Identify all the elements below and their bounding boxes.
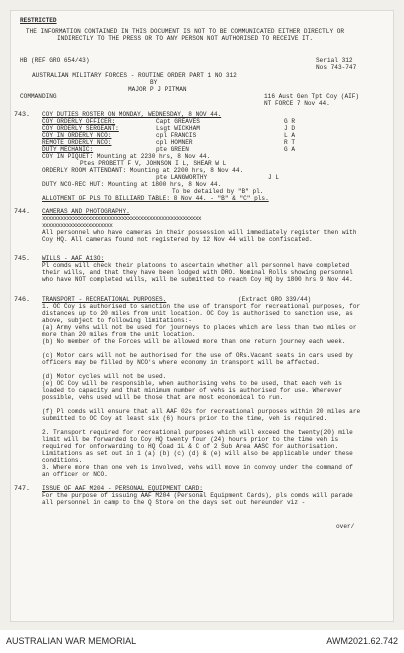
struck-out-line: xxxxxxxxxxxxxxxxxxxxxxxxxxxxxxxxxxxxxxxxxxxxxxxxxxxx bbox=[42, 215, 201, 222]
duty-label-2: COY IN ORDERLY NCO: bbox=[42, 132, 112, 139]
para-746-d: (d) Motor cycles will not be used. bbox=[42, 373, 167, 380]
para-746-p1: 1. OC Coy is authorised to sanction the use of transport for recreational purposes, for distances up to 20 miles from unit location. OC Coy is authorised to sanction use, as above, subject to following limitations:- bbox=[42, 303, 361, 324]
duty-label-0: COY ORDERLY OFFICER: bbox=[42, 118, 116, 125]
para-number-744: 744. bbox=[14, 208, 31, 216]
author: MAJOR P J PITMAN bbox=[128, 86, 187, 93]
para-747-text: For the purpose of issuing AAF M204 (Personal Equipment Cards), pls comds will parade all personnel in camp to the Q Store on the days set out hereunder viz - bbox=[42, 492, 353, 506]
billiard-allotment: ALLOTMENT OF PLS TO BILLIARD TABLE: 8 Nov 44. - "B" & "C" pls. bbox=[42, 195, 269, 202]
picquet-line: COY IN PIQUET: Mounting at 2230 hrs, 8 Nov 44. bbox=[42, 153, 211, 160]
duty-value-2: cpl FRANCIS bbox=[156, 132, 197, 139]
reference: HB (REF GRO 654/43) bbox=[20, 57, 90, 64]
duty-label-4: DUTY MECHANIC: bbox=[42, 146, 94, 153]
duty-value-3: cpl HOMNER bbox=[156, 139, 193, 146]
para-746-e: (e) OC Coy will be responsible, when authorising vehs to be used, that each veh is loaded to capacity and that minimum number of vehs is authorised for use. Wherever possible, vehs used will be those that are most economical to run. bbox=[42, 380, 342, 401]
security-warning: THE INFORMATION CONTAINED IN THIS DOCUMENT IS NOT TO BE COMMUNICATED EITHER DIRECTLY OR INDIRECTLY TO THE PRESS OR TO ANY PERSON NOT AUTHORISED TO RECEIVE IT. bbox=[25, 28, 345, 42]
nco-rec-hut-line: DUTY NCO-REC HUT: Mounting at 1800 hrs, 8 Nov 44. bbox=[42, 181, 222, 188]
duty-label-1: COY ORDERLY SERGEANT: bbox=[42, 125, 119, 132]
orderly-room-line: ORDERLY ROOM ATTENDANT: Mounting at 2200 hrs, 8 Nov 44. bbox=[42, 167, 244, 174]
orderly-room-code: J L bbox=[268, 174, 279, 181]
picquet-names: Ptes PROBETT F V, JOHNSON I L, SHEAR W L bbox=[80, 160, 227, 167]
routine-order-document bbox=[14, 17, 386, 614]
para-746-c: (c) Motor cars will not be authorised for the use of ORs.Vacant seats in cars used by officers may be filled by NCO's where economy in transport will be affected. bbox=[42, 352, 353, 366]
duty-value-0: Capt GREAVES bbox=[156, 118, 200, 125]
para-744-title: CAMERAS AND PHOTOGRAPHY. bbox=[42, 208, 130, 215]
serial-number: Serial 312 bbox=[316, 57, 353, 64]
para-746-b: (b) No member of the Forces will be allowed more than one return journey each week. bbox=[42, 338, 346, 345]
duty-code-3: R T bbox=[284, 139, 295, 146]
struck-out-line-2: xxxxxxxxxxxxxxxxxxxxxxx bbox=[42, 222, 113, 229]
orderly-room-name: pte LANGWORTHY bbox=[156, 174, 208, 181]
nco-rec-hut-detail: To be detailed by "B" pl. bbox=[172, 188, 264, 195]
duty-code-2: L A bbox=[284, 132, 295, 139]
para-743-title: COY DUTIES ROSTER ON MONDAY, WEDNESDAY, 8 NOV 44. bbox=[42, 111, 222, 118]
duty-label-3: REMOTE ORDERLY NCO: bbox=[42, 139, 112, 146]
archive-name: AUSTRALIAN WAR MEMORIAL bbox=[6, 636, 137, 646]
duty-value-4: pte GREEN bbox=[156, 146, 189, 153]
para-747-title: ISSUE OF AAF M204 - PERSONAL EQUIPMENT CARD: bbox=[42, 485, 203, 492]
para-number-746: 746. bbox=[14, 296, 31, 304]
over-marker: over/ bbox=[336, 523, 355, 530]
duty-code-4: G A bbox=[284, 146, 295, 153]
order-title: AUSTRALIAN MILITARY FORCES - ROUTINE ORDER PART 1 NO 312 bbox=[32, 72, 237, 79]
para-746-a: (a) Army vehs will not be used for journeys to places which are less than two miles or more than 20 miles from the unit location. bbox=[42, 324, 357, 338]
para-number-747: 747. bbox=[14, 485, 31, 493]
archive-footer bbox=[0, 630, 404, 653]
serial-range: Nos 743-747 bbox=[316, 64, 357, 71]
para-746-p3: 3. Where more than one veh is involved, vehs will move in convoy under the command of an officer or NCO. bbox=[42, 464, 353, 478]
location-date: NT FORCE 7 Nov 44. bbox=[264, 100, 330, 107]
para-number-745: 745. bbox=[14, 255, 31, 263]
duty-code-1: J D bbox=[284, 125, 295, 132]
para-745-text: Pl comds will check their platoons to ascertain whether all personnel have completed their wills, and that they have been lodged with DRO. Nominal Rolls showing personnel who have NOT completed wills, will be submitted to reach Coy HQ by 1800 hrs 9 Nov 44. bbox=[42, 262, 353, 283]
restricted-stamp: RESTRICTED bbox=[20, 17, 57, 24]
duty-code-0: G R bbox=[284, 118, 295, 125]
unit-name: 116 Aust Gen Tpt Coy (AIF) bbox=[264, 93, 360, 100]
para-744-text: All personnel who have cameras in their possession will immediately register then with Coy HQ. All cameras found not registered by 12 Nov 44 will be confiscated. bbox=[42, 229, 357, 243]
order-by: BY bbox=[150, 79, 158, 86]
archive-id: AWM2021.62.742 bbox=[326, 636, 398, 646]
para-746-title: TRANSPORT - RECREATIONAL PURPOSES. bbox=[42, 296, 167, 303]
para-746-p2: 2. Transport required for recreational purposes which will exceed the twenty(20) mile limit will be forwarded to Coy HQ twenty four (24) hours prior to the time veh is required for onforwarding to HQ Coad 1L & C of 2 Sub Area AASC for authorisation. Limitations as set out in 1 (a) (b) (c) (d) & (e) will also be applicable under these conditions. bbox=[42, 429, 353, 464]
para-746-extract: (Extract GRO 339/44) bbox=[238, 296, 312, 303]
para-746-f: (f) Pl comds will ensure that all AAF 02s for recreational purposes within 20 miles are submitted to OC Coy at least six (6) hours prior to the time, veh is required. bbox=[42, 408, 361, 422]
commanding: COMMANDING bbox=[20, 93, 57, 100]
para-745-title: WILLS - AAF A13O: bbox=[42, 255, 105, 262]
duty-value-1: Lsgt WICKHAM bbox=[156, 125, 200, 132]
para-number-743: 743. bbox=[14, 111, 31, 119]
